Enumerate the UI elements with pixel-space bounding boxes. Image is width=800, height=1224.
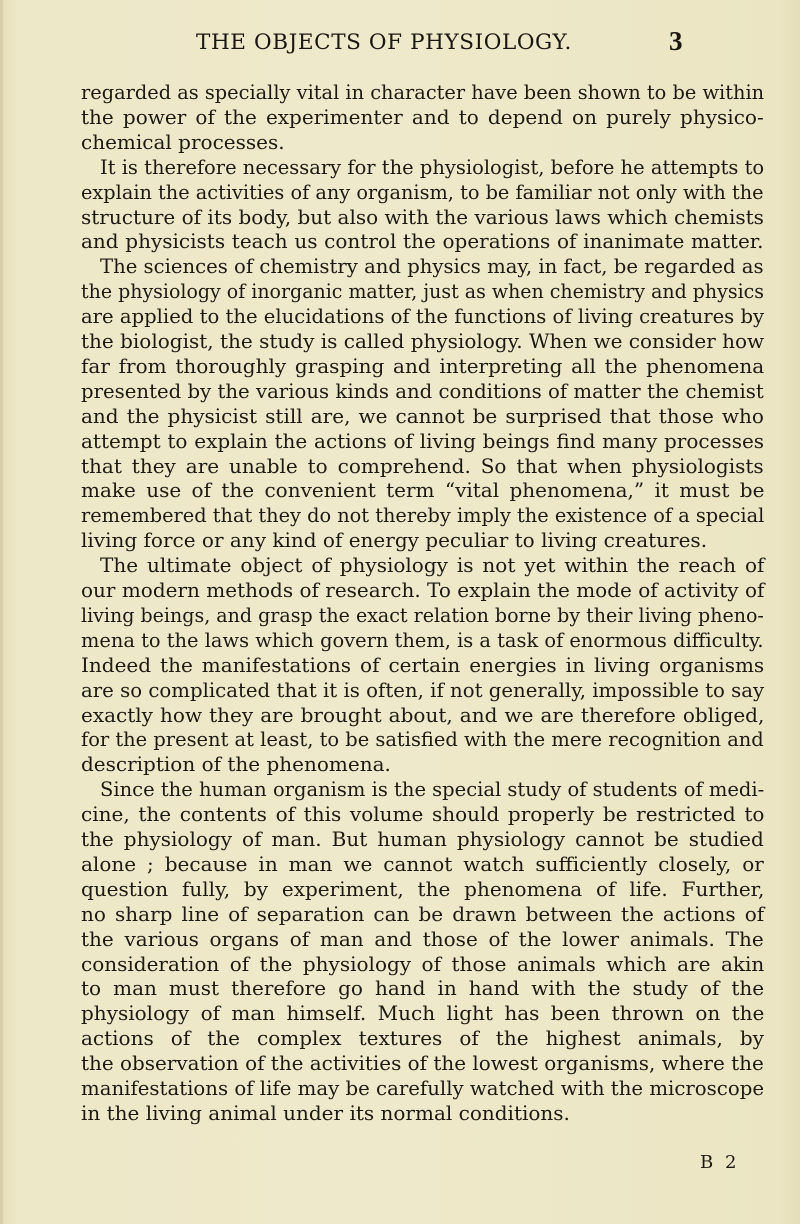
text-line: the physiology of inorganic matter, just as when chemistry and physics: [81, 279, 765, 304]
text-line: explain the activities of any organism, to be familiar not only with the: [81, 179, 764, 204]
text-line: the various organs of man and those of the lower animals. The: [81, 926, 764, 951]
text-line: cine, the contents of this volume should properly be restricted to: [81, 802, 765, 827]
text-line: and the physicist still are, we cannot be surprised that those who: [81, 403, 764, 428]
text-line: consideration of the physiology of those animals which are akin: [81, 951, 765, 976]
text-line: presented by the various kinds and conditions of matter the chemist: [81, 378, 764, 403]
text-line: structure of its body, but also with the various laws which chemists: [81, 204, 764, 229]
text-line: for the present at least, to be satisfied with the mere recognition and: [81, 727, 764, 752]
text-line: our modern methods of research. To explain the mode of activity of: [81, 578, 765, 602]
text-line: the power of the experimenter and to depend on purely physico-: [81, 104, 764, 129]
text-line: are so complicated that it is often, if not generally, impossible to say: [81, 677, 765, 702]
text-line: in the living animal under its normal conditions.: [81, 1100, 570, 1125]
text-line: mena to the laws which govern them, is a task of enormous difficulty.: [81, 627, 764, 652]
text-line: alone ; because in man we cannot watch sufficiently closely, or: [81, 851, 764, 876]
text-line: exactly how they are brought about, and we are therefore obliged,: [81, 702, 765, 727]
signature-mark: B 2: [700, 1152, 740, 1173]
text-line: make use of the convenient term “vital phenomena,” it must be: [81, 478, 765, 503]
text-line: the observation of the activities of the lowest organisms, where the: [81, 1051, 764, 1076]
text-line: far from thoroughly grasping and interpreting all the phenomena: [81, 353, 765, 378]
text-line: that they are unable to comprehend. So that when physiologists: [81, 453, 764, 478]
text-line: living force or any kind of energy peculiar to living creatures.: [81, 528, 708, 553]
paragraph-start-line: It is therefore necessary for the physiologist, before he attempts to: [100, 154, 765, 179]
text-line: Indeed the manifestations of certain energies in living organisms: [81, 652, 765, 677]
text-line: living beings, and grasp the exact relation borne by their living pheno-: [81, 602, 764, 627]
running-title: THE OBJECTS OF PHYSIOLOGY.: [196, 30, 572, 55]
text-line: and physicists teach us control the operations of inanimate matter.: [81, 229, 764, 254]
text-line: question fully, by experiment, the phenomena of life. Further,: [81, 876, 765, 901]
text-line: description of the phenomena.: [81, 752, 391, 777]
paragraph-start-line: The sciences of chemistry and physics may, in fact, be regarded as: [100, 254, 764, 279]
text-line: manifestations of life may be carefully watched with the microscope: [81, 1076, 764, 1100]
page-header: [0, 14, 800, 54]
text-line: actions of the complex textures of the highest animals, by: [81, 1026, 764, 1051]
paragraph-start-line: Since the human organism is the special study of students of medi-: [100, 777, 765, 802]
text-line: the physiology of man. But human physiology cannot be studied: [81, 827, 764, 851]
text-line: attempt to explain the actions of living beings find many processes: [81, 428, 765, 453]
paragraph-start-line: The ultimate object of physiology is not yet within the reach of: [100, 553, 765, 578]
text-line: remembered that they do not thereby imply the existence of a special: [81, 503, 765, 528]
text-line: physiology of man himself. Much light has been thrown on the: [81, 1001, 765, 1026]
text-line: are applied to the elucidations of the functions of living creatures by: [81, 304, 765, 329]
text-line: chemical processes.: [81, 129, 285, 154]
text-line: no sharp line of separation can be drawn between the actions of: [81, 901, 765, 926]
page-gutter-shadow: [0, 0, 3, 1224]
text-line: to man must therefore go hand in hand with the study of the: [81, 976, 765, 1001]
text-line: regarded as specially vital in character have been shown to be within: [81, 80, 765, 104]
page-number: 3: [669, 26, 683, 56]
text-line: the biologist, the study is called physiology. When we consider how: [81, 329, 765, 353]
